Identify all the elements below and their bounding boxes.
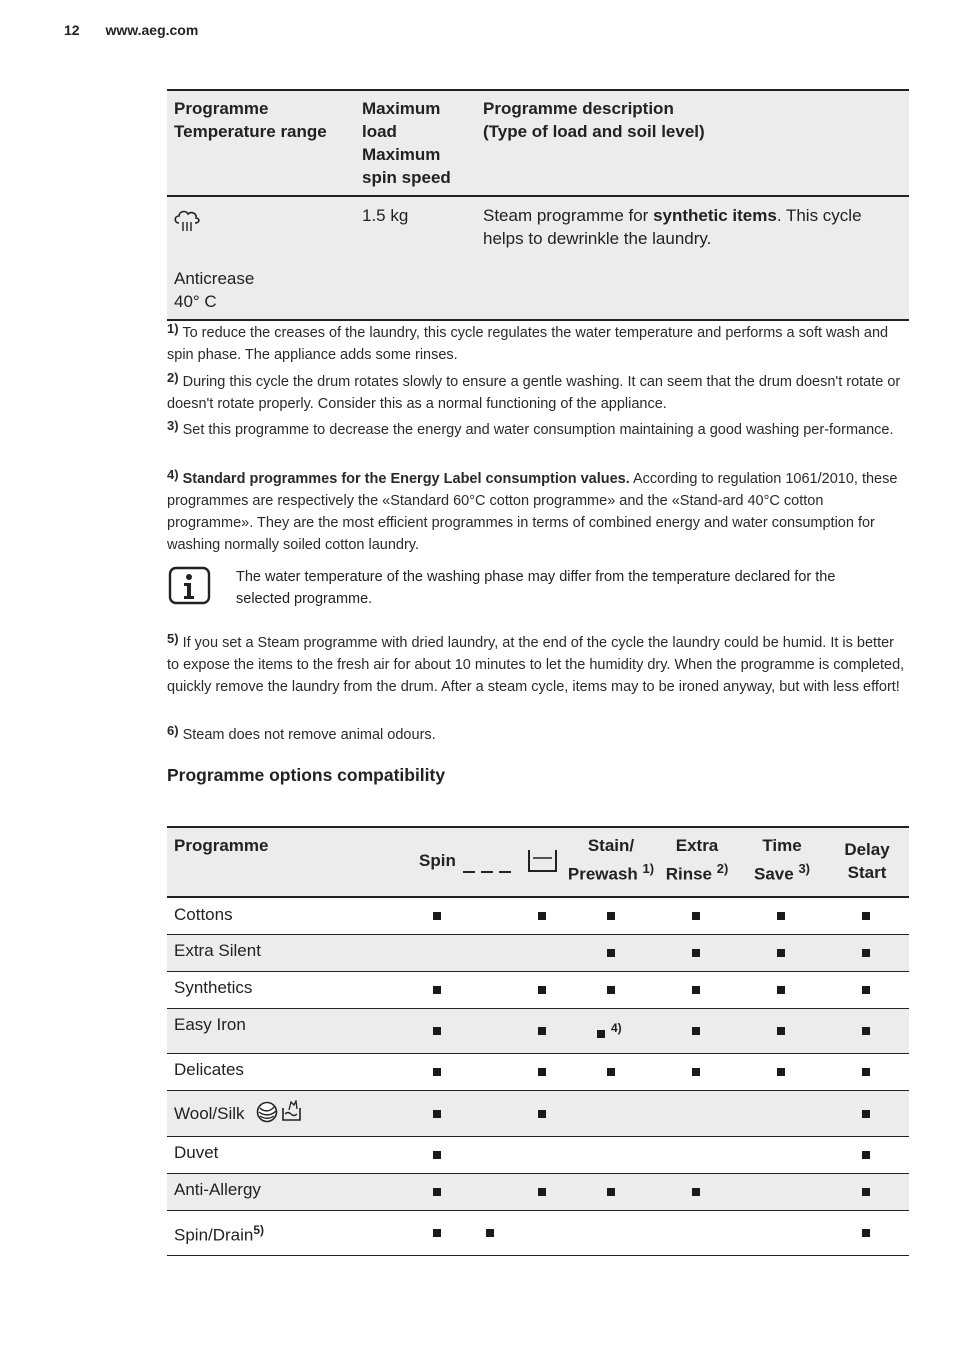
steam-icon xyxy=(173,209,201,233)
footnote-3: $^{3)}$ Set this programme to decrease the energy and water consumption maintaining a good washing per-formance. xyxy=(167,418,894,438)
row-name: Cottons xyxy=(174,905,233,924)
check-mark xyxy=(777,949,785,957)
page-number: 12 xyxy=(64,22,80,38)
check-mark xyxy=(433,1110,441,1118)
row-name: Extra Silent xyxy=(174,941,261,960)
check-mark xyxy=(692,986,700,994)
table-row xyxy=(167,1174,909,1211)
header-time-save: Time Save $^{3)}$ xyxy=(754,836,810,884)
check-mark xyxy=(607,1068,615,1076)
programme-description: Steam programme for synthetic items. This cycle helps to dewrinkle the laundry. xyxy=(483,206,862,248)
tub-icon xyxy=(527,848,559,874)
footnote-2: $^{2)}$ During this cycle the drum rotates slowly to ensure a gentle washing. It can seem that the drum doesn't rotate or doesn't rotate properly. Consider this as a normal functioning of the appliance. xyxy=(167,370,901,412)
header-extra-rinse: Extra Rinse $^{2)}$ xyxy=(665,836,729,884)
row-name: Easy Iron xyxy=(174,1015,246,1034)
hand-wash-icon xyxy=(281,1100,303,1122)
header-programme: Programme xyxy=(174,836,269,855)
table-row xyxy=(167,972,909,1009)
check-mark xyxy=(862,1068,870,1076)
check-mark xyxy=(862,1188,870,1196)
programme-row xyxy=(167,197,909,319)
table-row xyxy=(167,1054,909,1091)
header-programme: Programme Temperature range xyxy=(174,99,327,141)
check-mark xyxy=(538,1068,546,1076)
table-row xyxy=(167,898,909,935)
check-mark xyxy=(692,1027,700,1035)
page-header xyxy=(64,22,198,38)
row-name: Anti-Allergy xyxy=(174,1180,261,1199)
footnote-6: $^{6)}$ Steam does not remove animal odours. xyxy=(167,723,436,743)
header-max-load: Maximum load Maximum spin speed xyxy=(362,99,451,187)
footnote-5: $^{5)}$ If you set a Steam programme with dried laundry, at the end of the cycle the laundry could be humid. It is better to expose the items to the fresh air for about 10 minutes to let the humidity dry. When the programme is completed, quickly remove the laundry from the drum. After a steam cycle, items may to be ironed anyway, but with less effort! xyxy=(167,631,905,695)
check-mark xyxy=(433,1188,441,1196)
header-delay-start: Delay Start xyxy=(844,840,890,882)
check-mark xyxy=(777,1027,785,1035)
check-mark xyxy=(862,949,870,957)
wool-icon xyxy=(256,1101,278,1123)
table-row xyxy=(167,1211,909,1256)
check-mark xyxy=(433,912,441,920)
options-table xyxy=(167,826,909,1256)
check-mark xyxy=(607,986,615,994)
check-mark xyxy=(777,986,785,994)
table-row xyxy=(167,935,909,972)
check-mark xyxy=(433,1151,441,1159)
check-mark xyxy=(607,912,615,920)
header-stain-prewash: Stain/ Prewash $^{1)}$ xyxy=(567,836,655,884)
row-name: Spin/Drain$^{5)}$ xyxy=(174,1223,265,1245)
programme-table-header xyxy=(167,91,909,197)
check-mark xyxy=(538,1188,546,1196)
check-mark xyxy=(486,1229,494,1237)
check-mark xyxy=(433,1229,441,1237)
check-mark xyxy=(862,912,870,920)
info-icon xyxy=(168,566,212,606)
header-description: Programme description (Type of load and soil level) xyxy=(483,99,705,141)
check-mark xyxy=(538,912,546,920)
check-mark xyxy=(692,912,700,920)
check-mark xyxy=(692,949,700,957)
programme-load: 1.5 kg xyxy=(362,206,409,225)
check-mark xyxy=(433,1027,441,1035)
check-mark xyxy=(692,1188,700,1196)
section-title: Programme options compatibility xyxy=(167,765,446,785)
check-mark xyxy=(538,1027,546,1035)
check-mark xyxy=(862,1151,870,1159)
footnote-ref: 4) xyxy=(611,1021,622,1035)
check-mark xyxy=(538,986,546,994)
check-mark xyxy=(692,1068,700,1076)
check-mark xyxy=(433,1068,441,1076)
table-row xyxy=(167,1091,909,1137)
check-mark xyxy=(433,986,441,994)
check-mark xyxy=(777,1068,785,1076)
check-mark xyxy=(862,1027,870,1035)
check-mark xyxy=(607,949,615,957)
table-row xyxy=(167,1137,909,1174)
programme-name: Anticrease 40° C xyxy=(174,269,255,311)
footnote-4: $^{4)}$ Standard programmes for the Energy Label consumption values. According to regulation 1061/2010, these programmes are respectively the «Standard 60°C cotton programme» and the «Stand-ard 40°C cotton programme». They are the most efficient programmes in terms of combined energy and water consumption for washing normally soiled cotton laundry. xyxy=(167,467,898,553)
check-mark xyxy=(862,1110,870,1118)
programme-table xyxy=(167,89,909,321)
row-name: Duvet xyxy=(174,1143,219,1162)
rinse-hold-icon xyxy=(461,860,519,876)
check-mark xyxy=(862,986,870,994)
row-name: Synthetics xyxy=(174,978,253,997)
header-spin: Spin xyxy=(419,851,456,870)
check-mark xyxy=(777,912,785,920)
check-mark xyxy=(862,1229,870,1237)
website-url: www.aeg.com xyxy=(105,22,199,38)
footnote-1: $^{1)}$ To reduce the creases of the laundry, this cycle regulates the water temperature and performs a soft wash and spin phase. The appliance adds some rinses. xyxy=(167,321,889,363)
options-table-header xyxy=(167,826,909,898)
row-name: Delicates xyxy=(174,1060,244,1079)
table-row xyxy=(167,1009,909,1054)
info-note: The water temperature of the washing phase may differ from the temperature declared for the selected programme. xyxy=(236,569,836,607)
check-mark xyxy=(607,1188,615,1196)
check-mark xyxy=(538,1110,546,1118)
row-name: Wool/Silk xyxy=(174,1104,245,1123)
check-mark xyxy=(597,1030,605,1038)
